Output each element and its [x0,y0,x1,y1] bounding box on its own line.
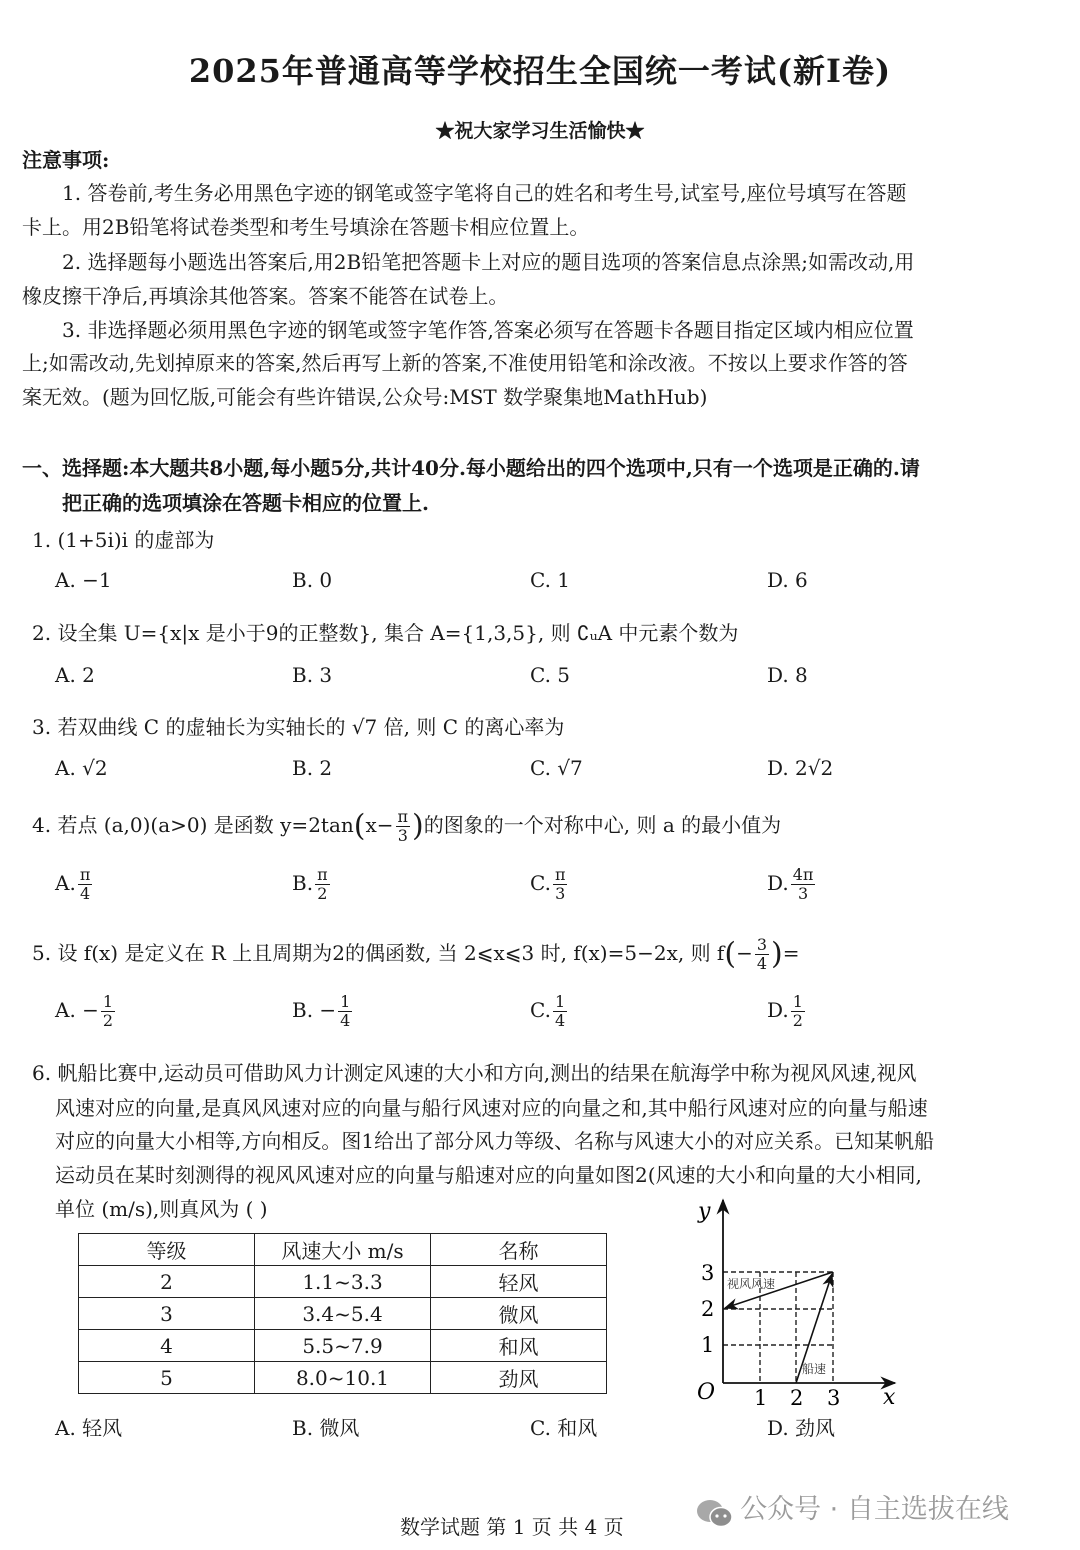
q3-option-c: C. √7 [530,756,583,780]
q2-option-b: B. 3 [292,663,333,687]
q4-option-c: C. $\frac{\pi}{3}$ [530,865,566,903]
section-heading: 一、选择题:本大题共8小题,每小题5分,共计40分.每小题给出的四个选项中,只有一个选项是正确的.请 [22,456,920,480]
stem-part: 的图象的一个对称中心, 则 a 的最小值为 [423,813,782,837]
question-6-line: 对应的向量大小相等,方向相反。图1给出了部分风力等级、名称与风速大小的对应关系。已知某帆船 [55,1129,935,1153]
fraction: $\frac{\pi}{3}$ [397,807,409,845]
exam-subtitle: ★祝大家学习生活愉快★ [435,120,645,142]
stem-part: 4. 若点 (a,0)(a>0) 是函数 y=2tan [32,813,354,837]
y-tick: 1 [701,1333,715,1357]
q3-option-b: B. 2 [292,756,333,780]
boat-speed-label: 船速 [802,1362,827,1376]
question-2-stem: 2. 设全集 U={x|x 是小于9的正整数}, 集合 A={1,3,5}, 则 ∁ᵤA 中元素个数为 [32,621,739,645]
question-4-stem: 4. 若点 (a,0)(a>0) 是函数 y=2tan(x− $\frac{\pi}{3}$ )的图象的一个对称中心, 则 a 的最小值为 [32,807,782,845]
wind-level-table [78,1233,607,1394]
q2-option-d: D. 8 [767,663,808,687]
notice-line: 1. 答卷前,考生务必用黑色字迹的钢笔或签字笔将自己的姓名和考生号,试室号,座位号填写在答题 [62,181,907,205]
q3-option-d: D. 2√2 [767,756,834,780]
q3-option-a: A. √2 [55,756,108,780]
stem-part: 5. 设 f(x) 是定义在 R 上且周期为2的偶函数, 当 2⩽x⩽3 时, f(x)=5−2x, 则 f [32,941,725,965]
question-5-stem: 5. 设 f(x) 是定义在 R 上且周期为2的偶函数, 当 2⩽x⩽3 时, f(x)=5−2x, 则 f(− $\frac{3}{4}$ )= [32,935,800,973]
q4-option-a: A. $\frac{\pi}{4}$ [55,865,91,903]
notice-line: 3. 非选择题必须用黑色字迹的钢笔或签字笔作答,答案必须写在答题卡各题目指定区域内相应位置 [62,318,914,342]
question-3-stem: 3. 若双曲线 C 的虚轴长为实轴长的 √7 倍, 则 C 的离心率为 [32,715,565,739]
q2-option-c: C. 5 [530,663,571,687]
question-6-line: 单位 (m/s),则真风为 ( ) [55,1197,268,1221]
q5-option-a: A. − $\frac{1}{2}$ [55,992,114,1030]
question-6-line: 风速对应的向量,是真风风速对应的向量与船行风速对应的向量之和,其中船行风速对应的向量与船速 [55,1096,928,1120]
q5-option-b: B. − $\frac{1}{4}$ [292,992,351,1030]
q6-option-b: B. 微风 [292,1416,360,1440]
q6-option-c: C. 和风 [530,1416,598,1440]
section-heading-cont: 把正确的选项填涂在答题卡相应的位置上. [62,491,429,515]
q1-option-a: A. −1 [55,568,112,592]
exam-title: 2025年普通高等学校招生全国统一考试(新Ⅰ卷) [188,52,892,90]
x-tick: 1 [754,1386,768,1410]
notice-line: 2. 选择题每小题选出答案后,用2B铅笔把答题卡上对应的题目选项的答案信息点涂黑;如需改动,用 [62,250,915,274]
watermark-text: 公众号 · 自主选拔在线 [740,1494,1009,1525]
wechat-icon [695,1497,735,1531]
table-row: 2 1.1~3.3 轻风 [79,1266,607,1298]
apparent-wind-label: 视风风速 [727,1277,776,1291]
notice-line: 橡皮擦干净后,再填涂其他答案。答案不能答在试卷上。 [22,284,509,308]
header-cell: 名称 [431,1234,607,1266]
q1-option-c: C. 1 [530,568,571,592]
question-6-line: 运动员在某时刻测得的视风风速对应的向量与船速对应的向量如图2(风速的大小和向量的大小相同, [55,1163,922,1187]
header-cell: 等级 [79,1234,255,1266]
x-tick: 2 [790,1386,804,1410]
page-footer: 数学试题 第 1 页 共 4 页 [400,1515,624,1539]
y-tick: 3 [701,1261,715,1285]
fraction: $\frac{3}{4}$ [756,935,768,973]
notice-line: 卡上。用2B铅笔将试卷类型和考生号填涂在答题卡相应位置上。 [22,215,590,239]
stem-part: − [736,941,753,965]
table-header-row [79,1234,607,1266]
question-6-line: 6. 帆船比赛中,运动员可借助风力计测定风速的大小和方向,测出的结果在航海学中称为视风风速,视风 [32,1061,917,1085]
question-1-stem: 1. (1+5i)i 的虚部为 [32,528,215,552]
q4-option-b: B. $\frac{\pi}{2}$ [292,865,328,903]
notice-heading: 注意事项: [22,148,110,172]
x-axis-label: x [883,1385,896,1410]
wechat-watermark [695,1487,1009,1531]
x-tick: 3 [827,1386,841,1410]
q6-option-a: A. 轻风 [55,1416,123,1440]
q1-option-d: D. 6 [767,568,808,592]
table-row: 3 3.4~5.4 微风 [79,1298,607,1330]
notice-line: 案无效。(题为回忆版,可能会有些许错误,公众号:MST 数学聚集地MathHub) [22,385,708,409]
q1-option-b: B. 0 [292,568,333,592]
q5-option-c: C. $\frac{1}{4}$ [530,992,566,1030]
stem-part: = [782,941,800,965]
header-cell: 风速大小 m/s [255,1234,431,1266]
q6-option-d: D. 劲风 [767,1416,836,1440]
vector-figure [690,1190,920,1420]
table-row: 4 5.5~7.9 和风 [79,1330,607,1362]
y-tick: 2 [701,1297,715,1321]
origin-label: O [697,1380,716,1405]
notice-line: 上;如需改动,先划掉原来的答案,然后再写上新的答案,不准使用铅笔和涂改液。不按以上要求作答的答 [22,351,908,375]
q5-option-d: D. $\frac{1}{2}$ [767,992,803,1030]
q4-option-d: D. $\frac{4\pi}{3}$ [767,865,814,903]
q2-option-a: A. 2 [55,663,95,687]
stem-part: x− [365,813,394,837]
y-axis-label: y [698,1199,711,1224]
table-row: 5 8.0~10.1 劲风 [79,1362,607,1394]
